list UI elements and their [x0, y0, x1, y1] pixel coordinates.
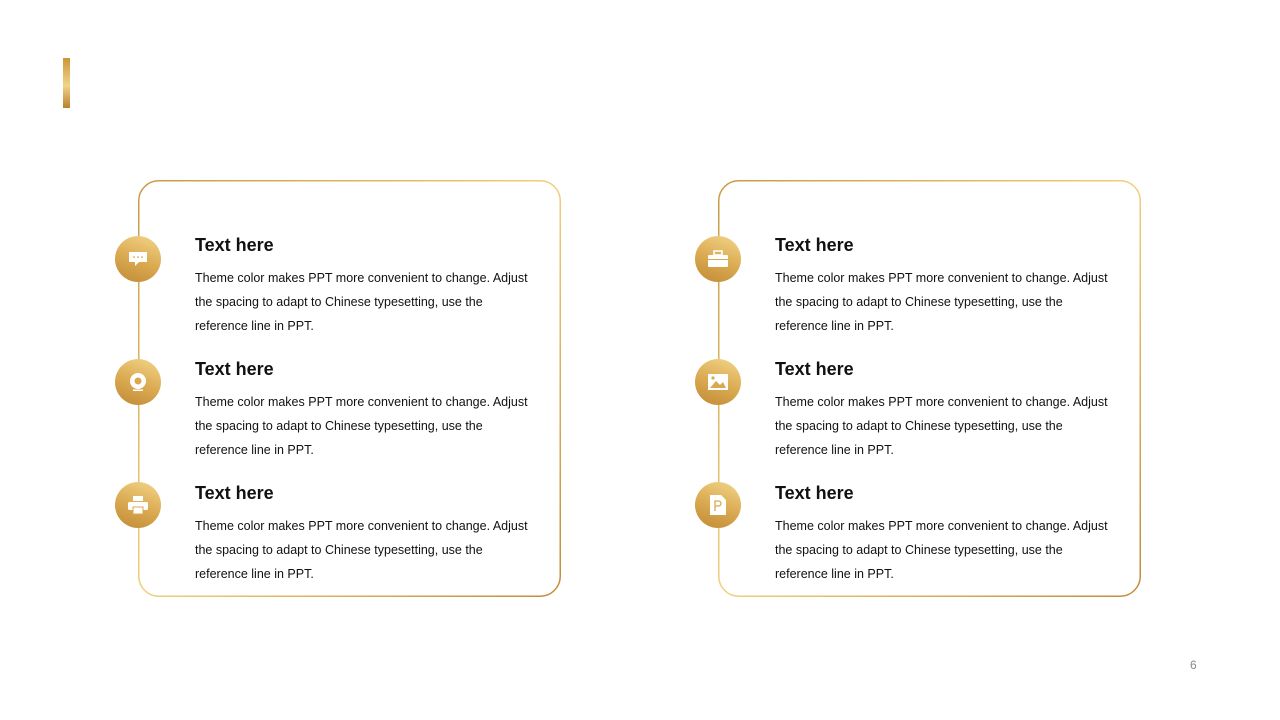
item-body: Theme color makes PPT more convenient to change. Adjust the spacing to adapt to Chinese typesetting, use the reference line in PPT. [775, 271, 1108, 333]
image-icon [695, 359, 741, 405]
item-title: Text here [775, 235, 854, 255]
card-right [718, 180, 1141, 597]
item-title: Text here [195, 235, 274, 255]
page-number: 6 [1190, 658, 1197, 672]
webcam-icon [115, 359, 161, 405]
item-body: Theme color makes PPT more convenient to change. Adjust the spacing to adapt to Chinese typesetting, use the reference line in PPT. [775, 519, 1108, 581]
card-left [138, 180, 561, 597]
item-title: Text here [195, 483, 274, 503]
item-body: Theme color makes PPT more convenient to change. Adjust the spacing to adapt to Chinese typesetting, use the reference line in PPT. [775, 395, 1108, 457]
item-body: Theme color makes PPT more convenient to change. Adjust the spacing to adapt to Chinese typesetting, use the reference line in PPT. [195, 271, 528, 333]
briefcase-icon [695, 236, 741, 282]
item-body: Theme color makes PPT more convenient to change. Adjust the spacing to adapt to Chinese typesetting, use the reference line in PPT. [195, 395, 528, 457]
document-icon [695, 482, 741, 528]
chat-bubble-icon [115, 236, 161, 282]
item-title: Text here [775, 483, 854, 503]
printer-icon [115, 482, 161, 528]
item-title: Text here [195, 359, 274, 379]
item-title: Text here [775, 359, 854, 379]
title-accent-bar [63, 58, 70, 108]
item-body: Theme color makes PPT more convenient to change. Adjust the spacing to adapt to Chinese typesetting, use the reference line in PPT. [195, 519, 528, 581]
